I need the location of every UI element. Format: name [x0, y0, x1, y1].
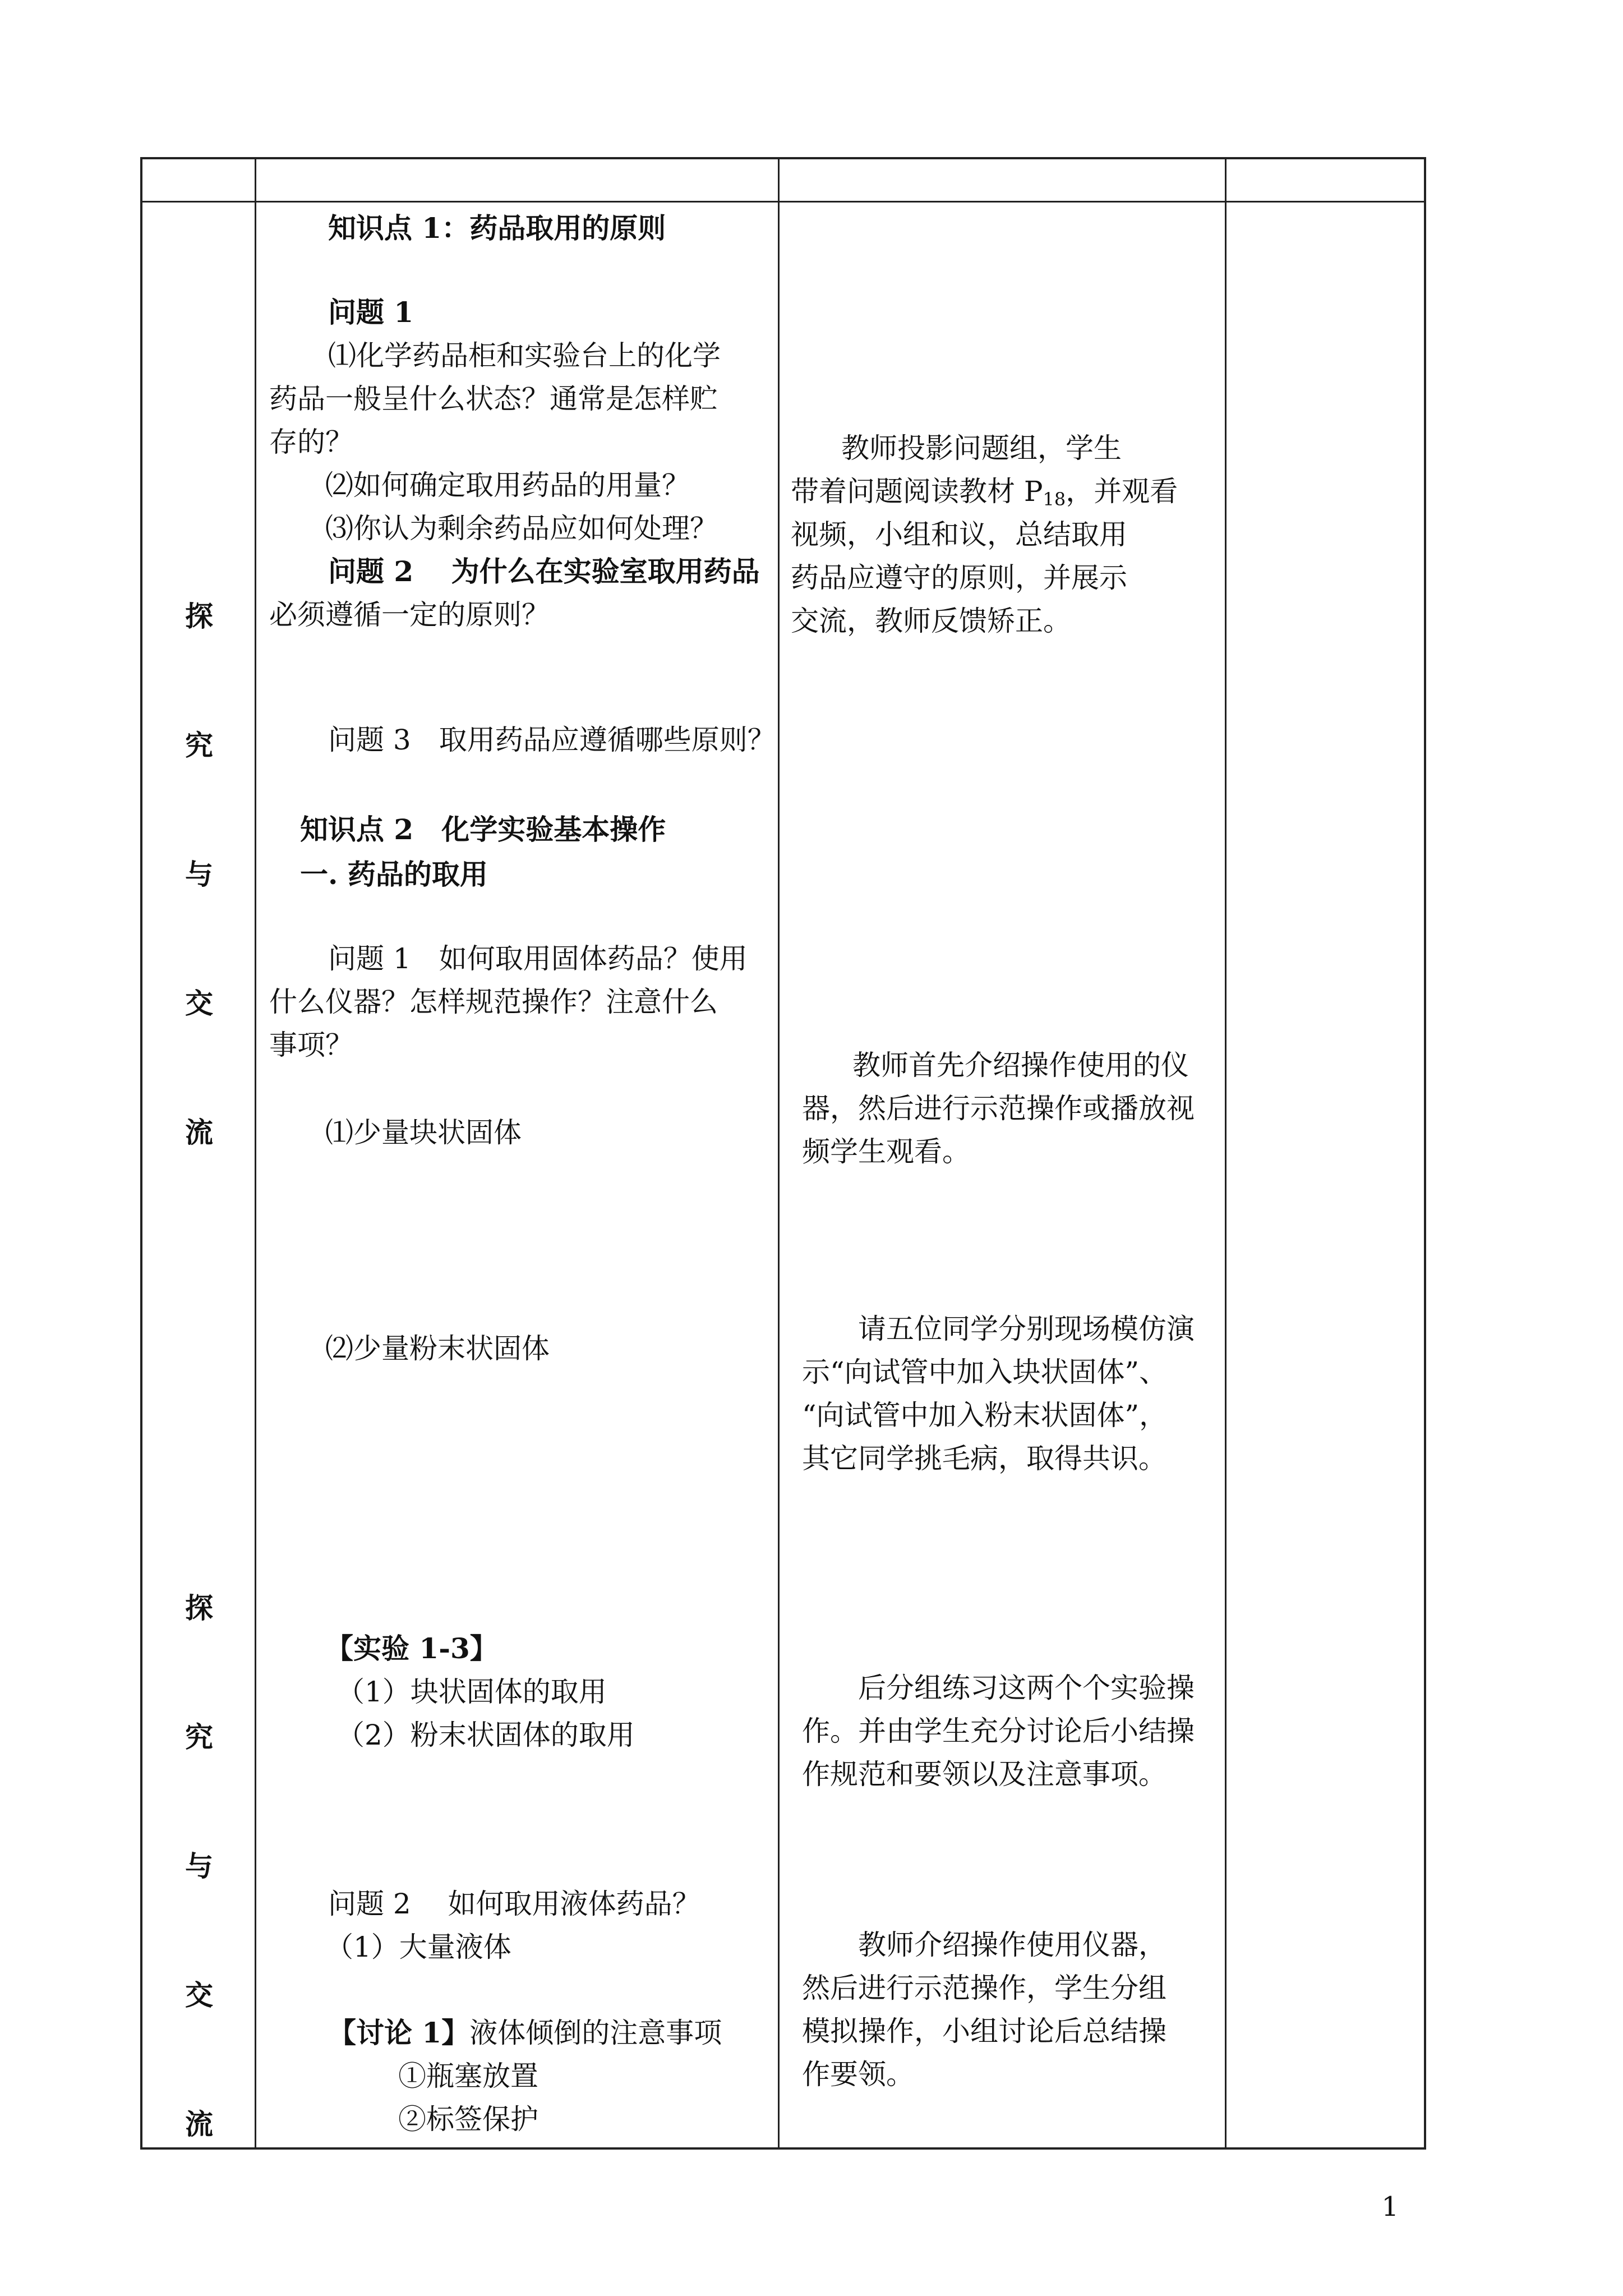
activity-1-line: 带着问题阅读教材 $P_{18}$，并观看: [791, 475, 1178, 510]
activity-2-line: 频学生观看。: [802, 1135, 970, 1168]
question-1-item-1: ⑴化学药品柜和实验台上的化学: [328, 339, 721, 372]
table-bottom-border: [140, 2147, 1426, 2150]
table-right-border: [1424, 157, 1426, 2150]
page-number: 1: [1381, 2191, 1399, 2223]
activity-3-line: 请五位同学分别现场模仿演: [858, 1313, 1195, 1345]
experiment-item-2: （2）粉末状固体的取用: [336, 1719, 635, 1751]
stage-char: 究: [185, 1720, 213, 1754]
stage-char: 流: [185, 2108, 213, 2141]
liquid-question: 问题 2 如何取用液体药品？: [328, 1888, 700, 1920]
question-3: 问题 3 取用药品应遵循哪些原则？: [328, 724, 776, 756]
solid-question-cont: 事项？: [269, 1029, 353, 1061]
solid-question: 问题 1 如何取用固体药品？使用: [328, 942, 748, 975]
activity-4-line: 后分组练习这两个个实验操: [858, 1672, 1195, 1704]
stage-char: 交: [185, 1978, 213, 2012]
activity-3-line: “向试管中加入粉末状固体”，: [802, 1399, 1168, 1432]
activity-1-line: 药品应遵守的原则，并展示: [791, 562, 1127, 594]
activity-1-line: 教师投影问题组，学生: [841, 432, 1122, 464]
knowledge-point-2-title: 知识点 2 化学实验基本操作: [300, 813, 666, 846]
liquid-item-1: （1）大量液体: [325, 1931, 511, 1963]
activity-5-line: 教师介绍操作使用仪器，: [858, 1929, 1166, 1961]
activity-5-line: 模拟操作，小组讨论后总结操: [802, 2015, 1166, 2047]
question-1-item-3: ⑶你认为剩余药品应如何处理？: [325, 512, 718, 545]
discussion-line: [328, 2011, 722, 2055]
question-2-cont: 必须遵循一定的原则？: [269, 599, 550, 631]
question-1-item-1-cont: 药品一般呈什么状态？通常是怎样贮: [269, 383, 718, 415]
table-top-border: [140, 157, 1426, 159]
activity-1-line: 视频，小组和议，总结取用: [791, 518, 1127, 551]
discussion-item-2: ②标签保护: [398, 2103, 538, 2136]
stage-char: 与: [185, 1849, 213, 1883]
solid-question-cont: 什么仪器？怎样规范操作？注意什么: [269, 986, 718, 1018]
activity-2-line: 教师首先介绍操作使用的仪: [852, 1049, 1189, 1082]
subscript-18: 18: [1043, 489, 1066, 510]
activity-5-line: 作要领。: [802, 2058, 914, 2091]
activity-1-line: 交流，教师反馈矫正。: [791, 605, 1071, 637]
activity-2-line: 器，然后进行示范操作或播放视: [802, 1092, 1195, 1125]
stage-char: 流: [185, 1116, 213, 1149]
stage-char: 交: [185, 987, 213, 1020]
activity-4-line: 作。并由学生充分讨论后小结操: [802, 1715, 1195, 1747]
stage-char: 究: [185, 729, 213, 762]
question-2: 问题 2 为什么在实验室取用药品: [328, 555, 760, 588]
stage-char: 与: [185, 858, 213, 891]
knowledge-point-2-subtitle: 一. 药品的取用: [300, 858, 488, 891]
column-divider-2: [778, 157, 780, 2150]
powder-solid-label: ⑵少量粉末状固体: [325, 1332, 550, 1365]
column-divider-3: [1225, 157, 1227, 2150]
activity-5-line: 然后进行示范操作，学生分组: [802, 1972, 1166, 2004]
activity-4-line: 作规范和要领以及注意事项。: [802, 1758, 1166, 1791]
discussion-text: 液体倾倒的注意事项: [469, 2017, 722, 2049]
experiment-title: 【实验 1-3】: [325, 1632, 498, 1665]
question-1-item-2: ⑵如何确定取用药品的用量？: [325, 469, 690, 501]
header-row-divider: [140, 201, 1426, 203]
question-1-item-1-cont: 存的？: [269, 426, 353, 458]
discussion-label: 【讨论 1】: [328, 2016, 470, 2049]
stage-char: 探: [185, 1591, 213, 1625]
activity-3-line: 其它同学挑毛病，取得共识。: [802, 1442, 1166, 1475]
experiment-item-1: （1）块状固体的取用: [336, 1676, 607, 1708]
question-1-label: 问题 1: [328, 296, 414, 329]
table-left-border: [140, 157, 142, 2150]
knowledge-point-1-title: 知识点 1：药品取用的原则: [328, 211, 666, 245]
column-divider-1: [255, 157, 256, 2150]
activity-3-line: 示“向试管中加入块状固体”、: [802, 1356, 1168, 1388]
block-solid-label: ⑴少量块状固体: [325, 1116, 522, 1149]
discussion-item-1: ①瓶塞放置: [398, 2060, 538, 2092]
stage-char: 探: [185, 600, 213, 633]
